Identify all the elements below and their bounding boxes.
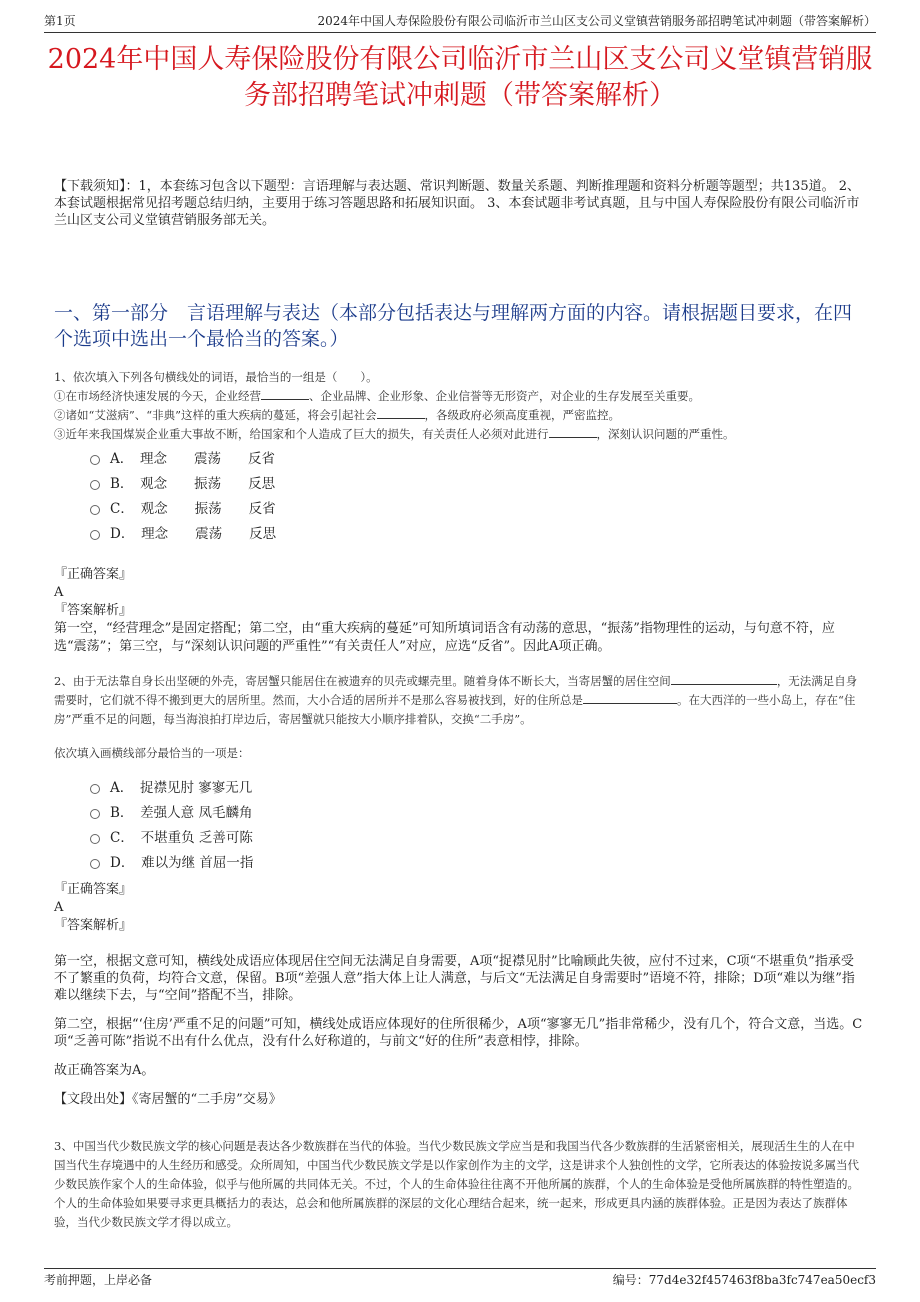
footer-code: 编号：77d4e32f457463f8ba3fc747ea50ecf3: [612, 1273, 876, 1287]
radio-icon[interactable]: [90, 834, 100, 844]
option-b[interactable]: B． 差强人意 凤毛麟角: [90, 801, 253, 826]
option-c[interactable]: C． 不堪重负 乏善可陈: [90, 826, 253, 851]
question-1-sentence-3: ③近年来我国煤炭企业重大事故不断，给国家和个人造成了巨大的损失，有关责任人必须对此进行 ，深刻认识问题的严重性。: [54, 427, 735, 441]
option-a[interactable]: A． 捉襟见肘 寥寥无几: [90, 776, 253, 801]
question-2-answer: [54, 881, 866, 935]
question-1-answer: [54, 566, 866, 656]
section-title: 一、第一部分 言语理解与表达（本部分包括表达与理解两方面的内容。请根据题目要求，在四个选项中选出一个最恰当的答案。）: [54, 302, 853, 350]
page-footer: [44, 1268, 876, 1291]
answer-value: A: [54, 900, 64, 915]
option-d[interactable]: D． 理念 震荡 反思: [90, 522, 276, 547]
source-note: 【文段出处】《寄居蟹的“二手房”交易》: [54, 1092, 282, 1107]
answer-label: 『正确答案』: [54, 567, 133, 582]
option-d[interactable]: D． 难以为继 首屈一指: [90, 851, 253, 876]
question-3-passage: 3、中国当代少数民族文学的核心问题是表达各少数族群在当代的体验。当代少数民族文学应当是和我国当代各少数族群的生活紧密相关，展现活生生的人在中国当代生存境遇中的人生经历和感受。众所周知，中国当代少数民族文学是以作家创作为主的文学，这是讲求个人独创性的文学，它所表达的体验按说多属当代少数民族作家个人的生命体验，似乎与他所属的共同体无关。不过，个人的生命体验往往离不开他所属的族群，个人的生命体验是受他所属族群的特性塑造的。个人的生命体验如果要寻求更具概括力的表达，总会和他所属族群的深层的文化心理结合起来，统一起来，形成更具内涵的族群体验。正是因为表达了族群体验，当代少数民族文学才得以成立。: [54, 1139, 859, 1229]
radio-icon[interactable]: [90, 809, 100, 819]
analysis-label: 『答案解析』: [54, 603, 133, 618]
analysis-conclusion: 故正确答案为A。: [54, 1063, 155, 1078]
analysis-label: 『答案解析』: [54, 918, 133, 933]
radio-icon[interactable]: [90, 784, 100, 794]
radio-icon[interactable]: [90, 859, 100, 869]
option-c[interactable]: C． 观念 振荡 反省: [90, 497, 276, 522]
question-2-analysis: [54, 953, 864, 1120]
question-1-options: [90, 447, 276, 547]
analysis-text: 第一空，“经营理念”是固定搭配；第二空，由“重大疾病的蔓延”可知所填词语含有动荡的意思，“振荡”指物理性的运动，与句意不符，应选“震荡”；第三空，与“深刻认识问题的严重性”“有关责任人”对应，应选“反省”。因此A项正确。: [54, 621, 835, 654]
question-1-sentence-2: ②诸如“艾滋病”、“非典”这样的重大疾病的蔓延，将会引起社会 ，各级政府必须高度重视，严密监控。: [54, 408, 621, 422]
analysis-paragraph-1: 第一空，根据文意可知，横线处成语应体现居住空间无法满足自身需要，A项“捉襟见肘”比喻顾此失彼，应付不过来，C项“不堪重负”指承受不了繁重的负荷，均符合文意，保留。B项“差强人意”指大体上让人满意，与后文“无法满足自身需要时”语境不符，排除；D项“难以为继”指难以继续下去，与“空间”搭配不当，排除。: [54, 954, 855, 1003]
footer-slogan: 考前押题，上岸必备: [44, 1273, 153, 1287]
radio-icon[interactable]: [90, 480, 100, 490]
answer-value: A: [54, 585, 64, 600]
header-doc-title: 2024年中国人寿保险股份有限公司临沂市兰山区支公司义堂镇营销服务部招聘笔试冲刺题（带答案解析）: [317, 14, 876, 28]
option-a[interactable]: A． 理念 震荡 反省: [90, 447, 276, 472]
question-2-stem: 依次填入画横线部分最恰当的一项是：: [54, 746, 250, 760]
question-1-sentence-1: ①在市场经济快速发展的今天，企业经营 、企业品牌、企业形象、企业信誉等无形资产，对企业的生存发展至关重要。: [54, 389, 700, 403]
radio-icon[interactable]: [90, 530, 100, 540]
question-2-options: [90, 776, 253, 876]
question-2-passage: 2、由于无法靠自身长出坚硬的外壳，寄居蟹只能居住在被遗弃的贝壳或螺壳里。随着身体不断长大，当寄居蟹的居住空间 ，无法满足自身需要时，它们就不得不搬到更大的居所里。然而，大小合适的居所并不是那么容易被找到，好的住所总是 。在大西洋的一些小岛上，存在“住房”严重不足的问题，每当海浪拍打岸边后，寄居蟹就只能按大小顺序排着队，交换“二手房”。: [54, 674, 858, 726]
radio-icon[interactable]: [90, 505, 100, 515]
download-notice: 【下载须知】：1，本套练习包含以下题型：言语理解与表达题、常识判断题、数量关系题、判断推理题和资料分析题等题型；共135道。 2、本套试题根据常见招考题总结归纳，主要用于练习答题思路和拓展知识面。 3、本套试题非考试真题，且与中国人寿保险股份有限公司临沂市兰山区支公司义堂镇营销服务部无关。: [54, 179, 860, 228]
document-title: 2024年中国人寿保险股份有限公司临沂市兰山区支公司义堂镇营销服务部招聘笔试冲刺题（带答案解析）: [47, 44, 873, 111]
page-header: [44, 10, 876, 33]
answer-label: 『正确答案』: [54, 882, 133, 897]
question-1-stem: 1、依次填入下列各句横线处的词语，最恰当的一组是（ ）。: [54, 370, 378, 384]
analysis-paragraph-2: 第二空，根据“‘住房’严重不足的问题”可知，横线处成语应体现好的住所很稀少，A项“寥寥无几”指非常稀少，没有几个，符合文意，当选。C项“乏善可陈”指说不出有什么优点，没有什么好称道的，与前文“好的住所”表意相悖，排除。: [54, 1017, 863, 1049]
question-1: [54, 368, 866, 444]
option-b[interactable]: B． 观念 振荡 反思: [90, 472, 276, 497]
page-number: 第1页: [44, 14, 76, 28]
radio-icon[interactable]: [90, 455, 100, 465]
